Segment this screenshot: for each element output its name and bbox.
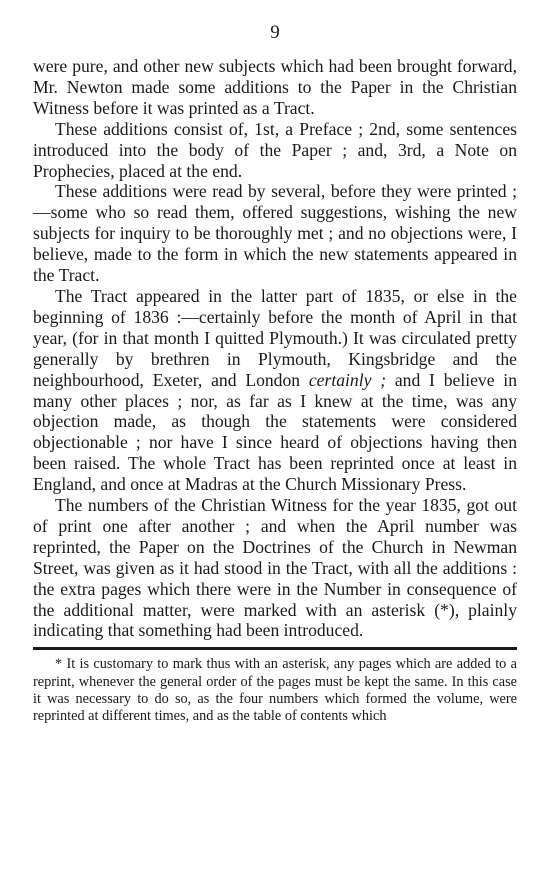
paragraph-4-part-2: and I believe in many other places ; nor, as far as I knew at the time, was any objection made, as though the statements were considered objectionable ; nor have I since heard of objections having then been raised. The whole Tract has been reprinted once at least in England, and once at Madras at the Church Missionary Press. <box>33 369 517 495</box>
paragraph-5: The numbers of the Christian Witness for the year 1835, got out of print one after another ; and when the April number was reprinted, the Paper on the Doctrines of the Church in Newman Street, was given as it had stood in the Tract, with all the additions : the extra pages which there were in the Number in consequence of the additional matter, were marked with an asterisk (*), plainly indicating that something had been introduced. <box>33 495 517 641</box>
paragraph-1: were pure, and other new subjects which had been brought forward, Mr. Newton made some additions to the Paper in the Christian Witness before it was printed as a Tract. <box>33 56 517 118</box>
paragraph-4-italic: certainly ; <box>308 369 387 390</box>
footnote-divider <box>33 647 517 650</box>
paragraph-4 <box>33 286 517 495</box>
body-text <box>33 56 517 641</box>
book-page <box>33 22 517 725</box>
footnote: * It is customary to mark thus with an asterisk, any pages which are added to a reprint, whenever the general order of the pages must be kept the same. In this case it was necessary to do so, as the four numbers which formed the volume, were reprinted at different times, and as the table of contents which <box>33 656 517 724</box>
paragraph-2: These additions consist of, 1st, a Preface ; 2nd, some sentences introduced into the body of the Paper ; and, 3rd, a Note on Prophecies, placed at the end. <box>33 118 517 181</box>
page-number: 9 <box>270 22 280 43</box>
paragraph-4-part-1: The Tract appeared in the latter part of 1835, or else in the beginning of 1836 :—certainly before the month of April in that year, (for in that month I quitted Plymouth.) It was circulated pretty generally by brethren in Plymouth, Kingsbridge and the neighbourhood, Exeter, and London <box>33 285 517 390</box>
paragraph-3: These additions were read by several, before they were printed ;—some who so read them, offered suggestions, wishing the new subjects for inquiry to be thoroughly met ; and no objections were, I believe, made to the form in which the new statements appeared in the Tract. <box>33 181 517 286</box>
